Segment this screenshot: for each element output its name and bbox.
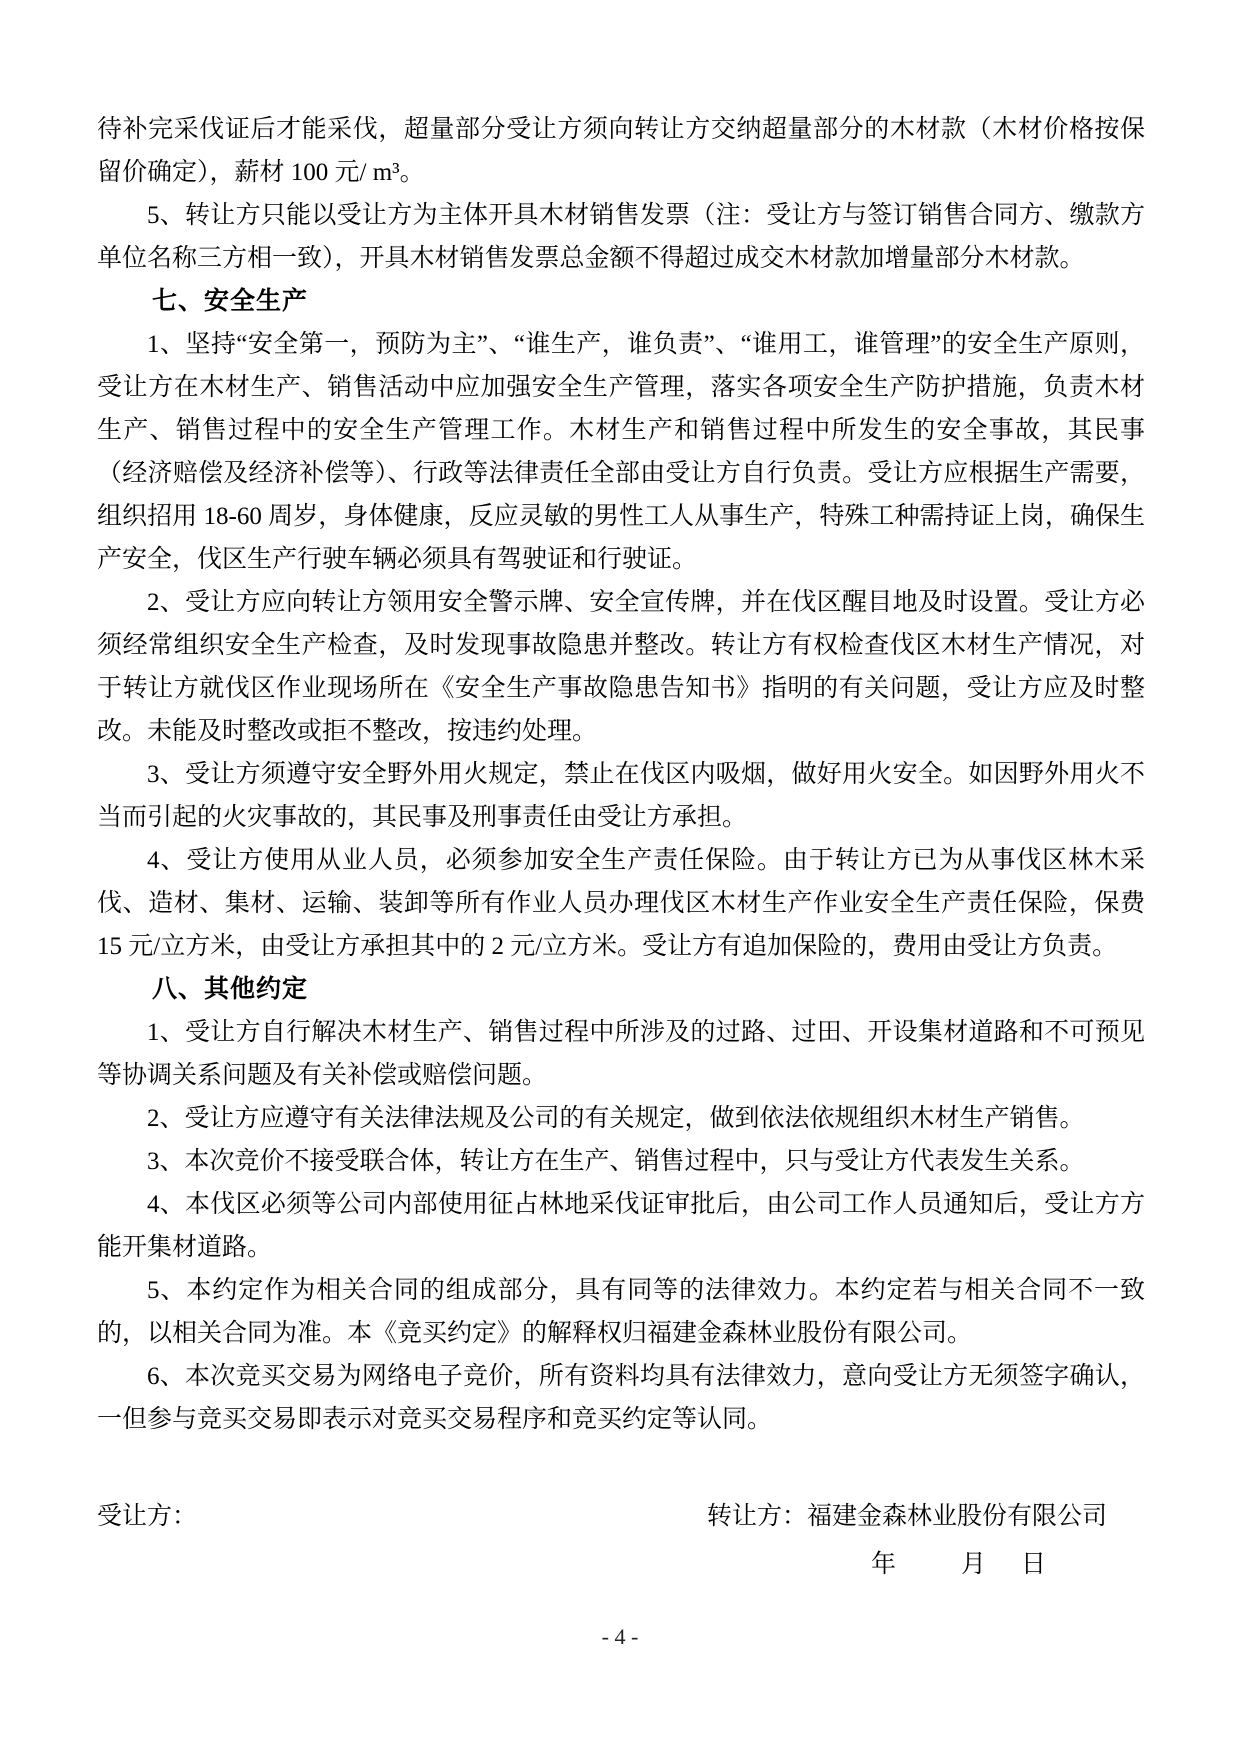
signature-date-row <box>97 1543 1145 1586</box>
paragraph-clause-7-3: 3、受让方须遵守安全野外用火规定，禁止在伐区内吸烟，做好用火安全。如因野外用火不当而引起的火灾事故的，其民事及刑事责任由受让方承担。 <box>97 761 1145 831</box>
paragraph-clause-8-4: 4、本伐区必须等公司内部使用征占林地采伐证审批后，由公司工作人员通知后，受让方方能开集材道路。 <box>97 1191 1145 1261</box>
paragraph-clause-8-6: 6、本次竞买交易为网络电子竞价，所有资料均具有法律效力，意向受让方无须签字确认，一但参与竞买交易即表示对竞买交易程序和竞买约定等认同。 <box>97 1363 1145 1433</box>
paragraph-clause-7-1: 1、坚持“安全第一，预防为主”、“谁生产，谁负责”、“谁用工，谁管理”的安全生产原则，受让方在木材生产、销售活动中应加强安全生产管理，落实各项安全生产防护措施，负责木材生产、销售过程中的安全生产管理工作。木材生产和销售过程中所发生的安全事故，其民事（经济赔偿及经济补偿等）、行政等法律责任全部由受让方自行负责。受让方应根据生产需要，组织招用 18-60 周岁，身体健康，反应灵敏的男性工人从事生产，特殊工种需持证上岗，确保生产安全，伐区生产行驶车辆必须具有驾驶证和行驶证。 <box>97 331 1145 573</box>
document-body <box>97 108 1145 1586</box>
date-day-label: 日 <box>1021 1551 1047 1578</box>
transferee-signature-label: 受让方： <box>97 1503 198 1530</box>
paragraph-continuation: 待补完采伐证后才能采伐，超量部分受让方须向转让方交纳超量部分的木材款（木材价格按保留价确定），薪材 100 元/ m³。 <box>97 116 1145 186</box>
paragraph-clause-8-3: 3、本次竞价不接受联合体，转让方在生产、销售过程中，只与受让方代表发生关系。 <box>147 1148 1085 1175</box>
date-month-label: 月 <box>961 1551 987 1578</box>
paragraph-clause-8-5: 5、本约定作为相关合同的组成部分，具有同等的法律效力。本约定若与相关合同不一致的，以相关合同为准。本《竞买约定》的解释权归福建金森林业股份有限公司。 <box>97 1277 1145 1347</box>
paragraph-clause-7-2: 2、受让方应向转让方领用安全警示牌、安全宣传牌，并在伐区醒目地及时设置。受让方必须经常组织安全生产检查，及时发现事故隐患并整改。转让方有权检查伐区木材生产情况，对于转让方就伐区作业现场所在《安全生产事故隐患告知书》指明的有关问题，受让方应及时整改。未能及时整改或拒不整改，按违约处理。 <box>97 589 1145 745</box>
transferor-signature-label: 转让方：福建金森林业股份有限公司 <box>707 1503 1108 1530</box>
paragraph-clause-6-5: 5、转让方只能以受让方为主体开具木材销售发票（注：受让方与签订销售合同方、缴款方单位名称三方相一致），开具木材销售发票总金额不得超过成交木材款加增量部分木材款。 <box>97 202 1145 272</box>
page-number: - 4 - <box>601 1624 639 1649</box>
date-year-label: 年 <box>871 1551 897 1578</box>
signature-row <box>97 1495 1145 1538</box>
paragraph-clause-8-2: 2、受让方应遵守有关法律法规及公司的有关规定，做到依法依规组织木材生产销售。 <box>147 1105 1085 1132</box>
paragraph-clause-8-1: 1、受让方自行解决木材生产、销售过程中所涉及的过路、过田、开设集材道路和不可预见等协调关系问题及有关补偿或赔偿问题。 <box>97 1019 1145 1089</box>
section-heading-8-other: 八、其他约定 <box>152 975 309 1003</box>
section-heading-7-safety: 七、安全生产 <box>152 287 309 315</box>
paragraph-clause-7-4: 4、受让方使用从业人员，必须参加安全生产责任保险。由于转让方已为从事伐区林木采伐、造材、集材、运输、装卸等所有作业人员办理伐区木材生产作业安全生产责任保险，保费 15 元/立方米，由受让方承担其中的 2 元/立方米。受让方有追加保险的，费用由受让方负责。 <box>97 847 1145 960</box>
